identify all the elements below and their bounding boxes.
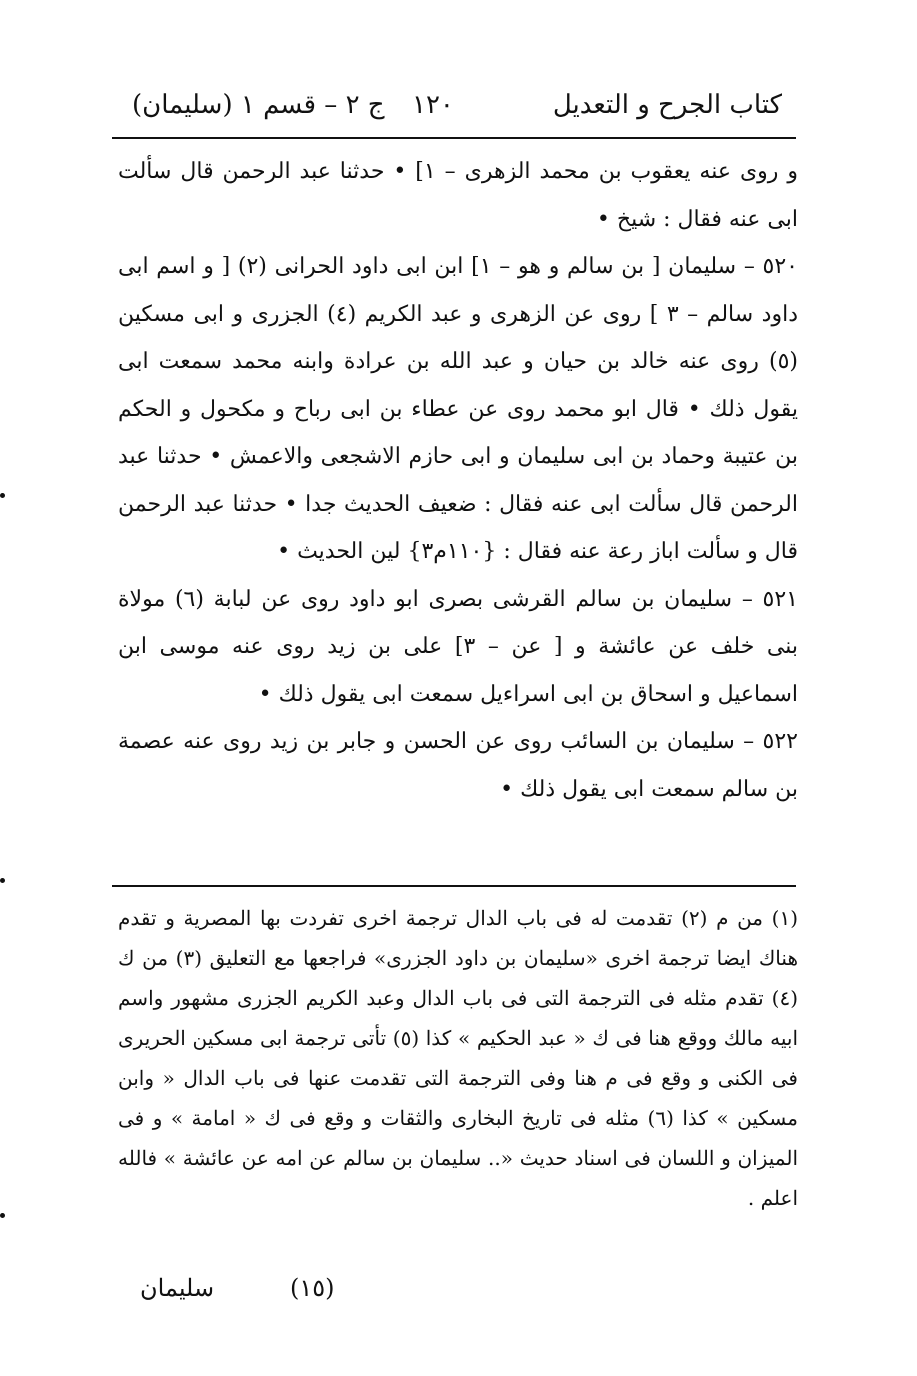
footnote-rule	[112, 885, 796, 887]
section-label: (سليمان) ج ٢ – قسم ١	[132, 90, 385, 120]
book-title: كتاب الجرح و التعديل	[552, 90, 782, 120]
catchword: سليمان	[140, 1274, 215, 1302]
entry-521: ٥٢١ – سليمان بن سالم القرشى بصرى ابو داود روى عن لبابة (٦) مولاة بنى خلف عن عائشة و [ عن – ٣] على بن زيد روى عنه موسى ابن اسماعيل و اسحاق بن ابى اسراءيل سمعت ابى يقول ذلك •	[118, 586, 798, 707]
running-header	[112, 80, 792, 136]
footnotes	[118, 898, 798, 1218]
footnotes-text: (١) من م (٢) تقدمت له فى باب الدال ترجمة اخرى تفردت بها المصرية و تقدم هناك ايضا ترجمة اخرى «سليمان بن داود الجزرى» فراجعها مع التعليق (٣) من ك (٤) تقدم مثله فى الترجمة التى فى باب الدال وعبد الكريم الجزرى مشهور واسم ابيه مالك ووقع هنا فى ك « عبد الحكيم » كذا (٥) تأتى ترجمة ابى مسكين الحريرى فى الكنى و وقع فى م هنا وفى الترجمة التى تقدمت عنها فى باب الدال « وابن مسكين » كذا (٦) مثله فى تاريخ البخارى والثقات و وقع فى ك « امامة » و فى الميزان و اللسان فى اسناد حديث «.. سليمان بن سالم عن امه عن عائشة » فالله اعلم .	[118, 906, 799, 1210]
main-text	[118, 148, 798, 813]
page-number: ١٢٠	[412, 90, 454, 120]
entry-520: ٥٢٠ – سليمان [ بن سالم و هو – ١] ابن ابى داود الحرانى (٢) [ و اسم ابى داود سالم – ٣ ] روى عن الزهرى و عبد الكريم (٤) الجزرى و ابى مسكين (٥) روى عنه خالد بن حيان و عبد الله بن عرادة وابنه محمد سمعت ابى يقول ذلك • قال ابو محمد روى عن عطاء بن ابى رباح و مكحول و الحكم بن عتيبة وحماد بن ابى سليمان و ابى حازم الاشجعى والاعمش • حدثنا عبد الرحمن قال سألت ابى عنه فقال : ضعيف الحديث جدا • حدثنا عبد الرحمن قال و سألت اباز رعة عنه فقال : {١١٠م٣} لين الحديث •	[118, 254, 798, 564]
scan-speck	[0, 493, 5, 498]
scan-speck	[0, 878, 5, 883]
entry-continuation: و روى عنه يعقوب بن محمد الزهرى – ١] • حدثنا عبد الرحمن قال سألت ابى عنه فقال : شيخ •	[118, 159, 798, 232]
entry-522: ٥٢٢ – سليمان بن السائب روى عن الحسن و جابر بن زيد روى عنه عصمة بن سالم سمعت ابى يقول ذلك •	[118, 729, 798, 802]
page-footer	[140, 1270, 350, 1310]
signature-mark: (١٥)	[290, 1274, 335, 1302]
scan-speck	[0, 1213, 5, 1218]
header-rule	[112, 137, 796, 139]
